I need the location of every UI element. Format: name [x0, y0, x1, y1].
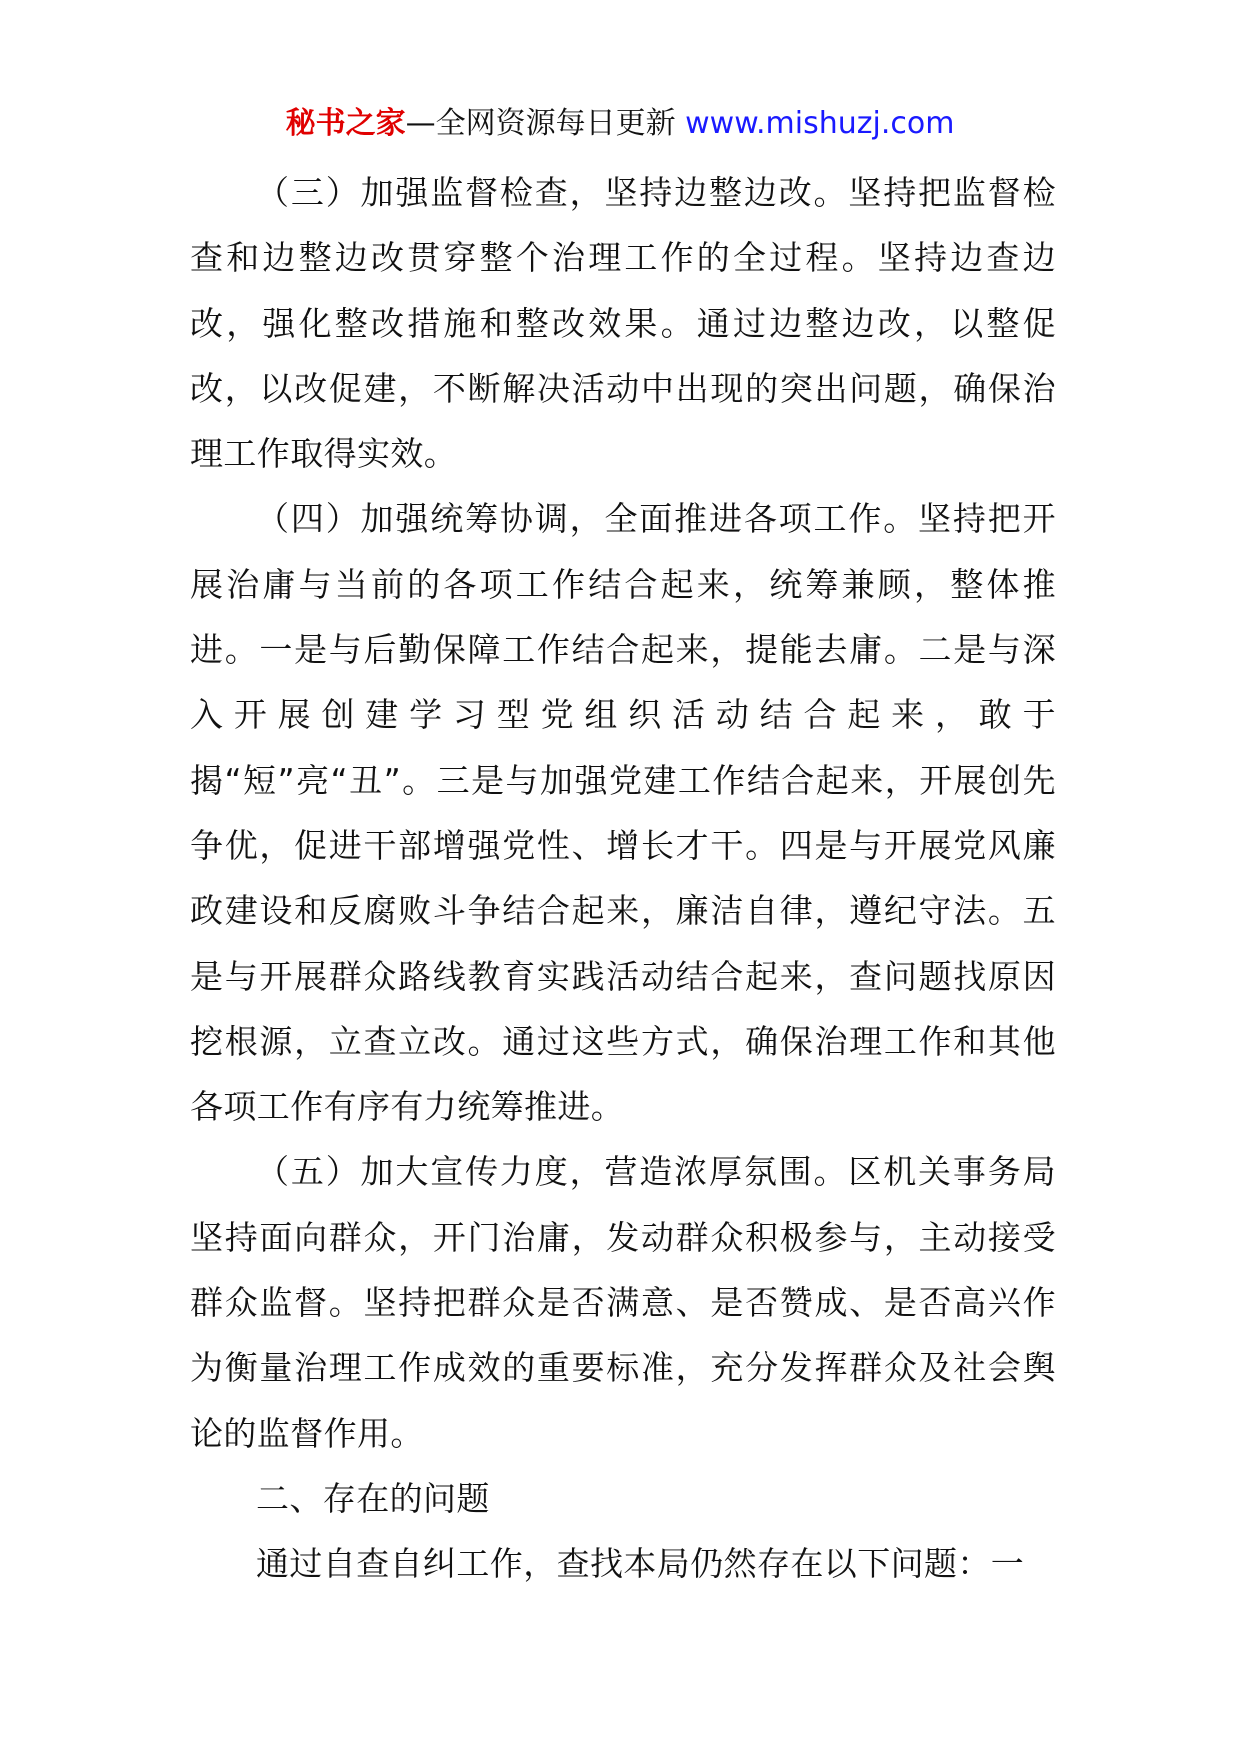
paragraph-problems-intro: 通过自查自纠工作，查找本局仍然存在以下问题：一 [256, 1544, 1025, 1584]
paragraph-coordination: （四）加强统筹协调，全面推进各项工作。坚持把开展治庸与当前的各项工作结合起来，统筹兼顾，整体推进。一是与后勤保障工作结合起来，提能去庸。二是与深入开展创建学习型党组织活动结合起来，敢于揭“短”亮“丑”。三是与加强党建工作结合起来，开展创先争优，促进干部增强党性、增长才干。四是与开展党风廉政建设和反腐败斗争结合起来，廉洁自律，遵纪守法。五是与开展群众路线教育实践活动结合起来，查问题找原因挖根源，立查立改。通过这些方式，确保治理工作和其他各项工作有序有力统筹推进。 [190, 499, 1056, 1127]
site-header [0, 100, 1240, 148]
site-tagline: —全网资源每日更新 [405, 106, 686, 141]
paragraph-supervision: （三）加强监督检查，坚持边整边改。坚持把监督检查和边整边改贯穿整个治理工作的全过程。坚持边查边改，强化整改措施和整改效果。通过边整边改，以整促改，以改促建，不断解决活动中出现的突出问题，确保治理工作取得实效。 [190, 173, 1056, 474]
site-name: 秘书之家 [285, 106, 406, 141]
document-body [190, 160, 1056, 1597]
site-url-link[interactable]: www.mishuzj.com [685, 106, 955, 141]
section-heading-problems: 二、存在的问题 [256, 1478, 490, 1518]
paragraph-publicity: （五）加大宣传力度，营造浓厚氛围。区机关事务局坚持面向群众，开门治庸，发动群众积极参与，主动接受群众监督。坚持把群众是否满意、是否赞成、是否高兴作为衡量治理工作成效的重要标准，充分发挥群众及社会舆论的监督作用。 [190, 1152, 1056, 1453]
